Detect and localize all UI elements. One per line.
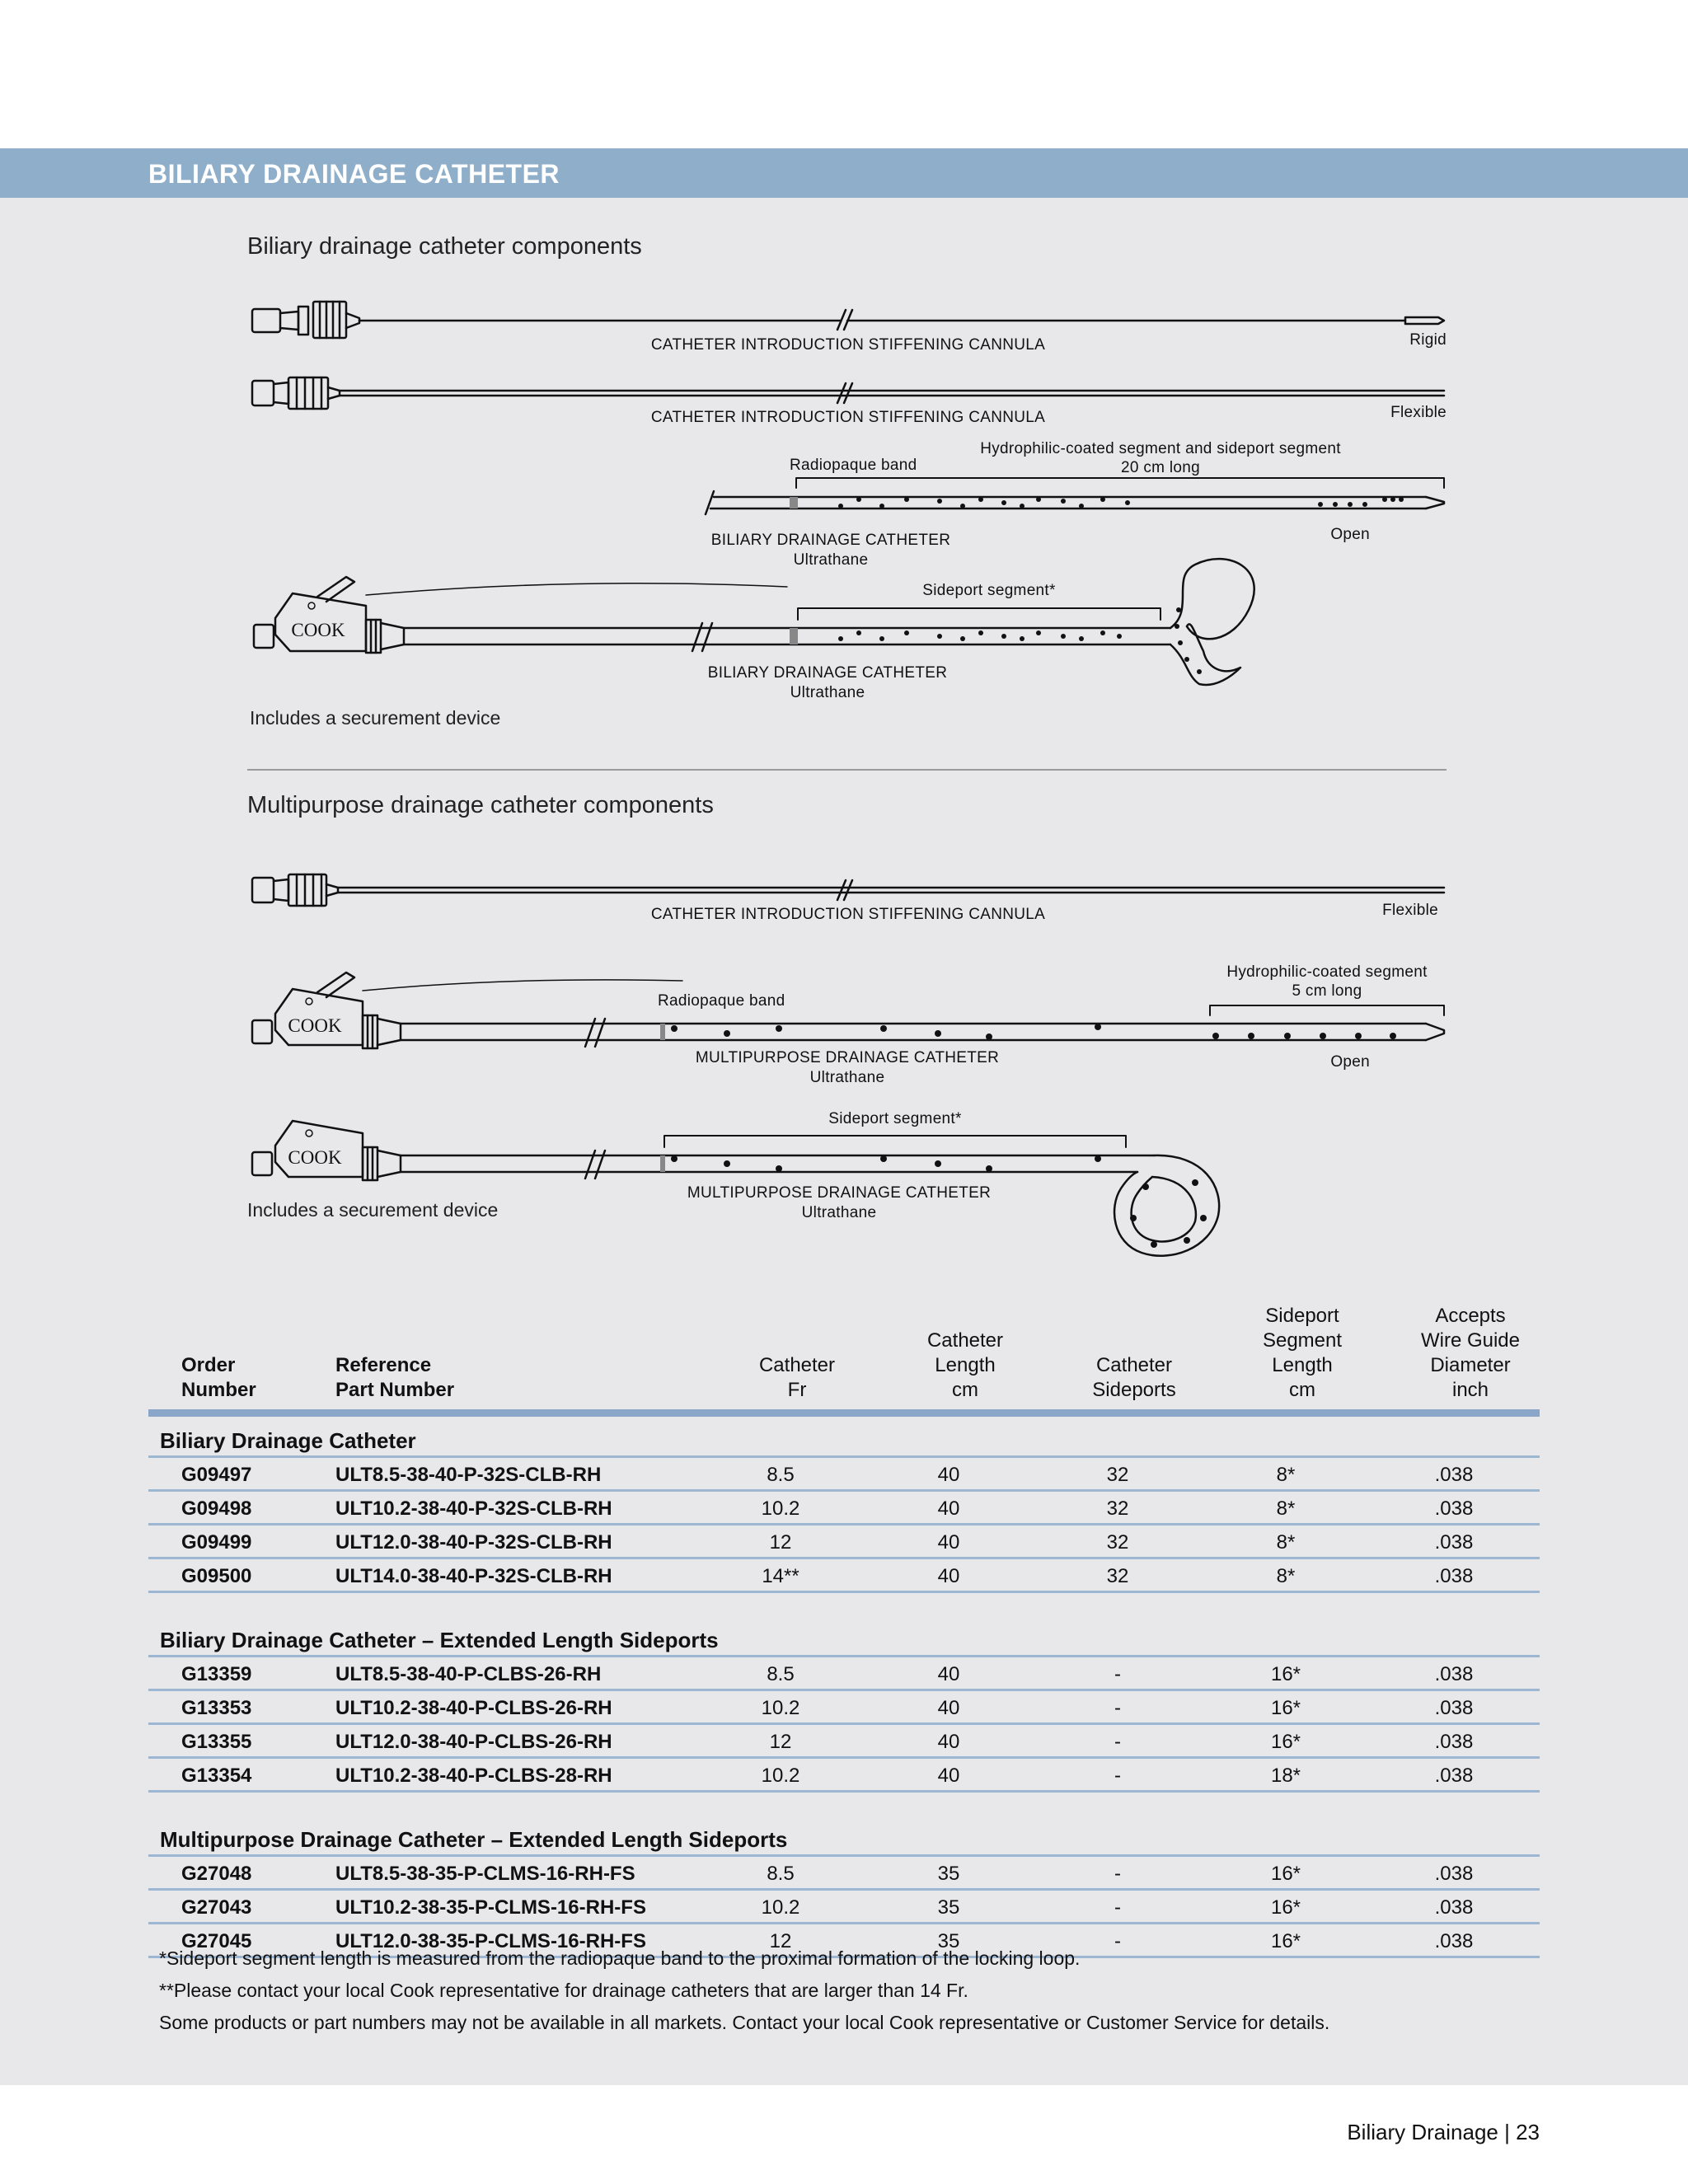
catheter-sideports-cell: - — [1114, 1697, 1121, 1719]
reference-part-number-cell: ULT8.5-38-40-P-CLBS-26-RH — [335, 1663, 602, 1685]
catheter-length-cell: 40 — [937, 1464, 960, 1486]
catheter-sideports-cell: - — [1114, 1663, 1121, 1685]
header-sideports: Catheter Sideports — [1092, 1354, 1176, 1401]
product-table — [148, 1306, 1540, 1958]
table-row — [148, 1891, 1540, 1924]
order-number-cell: G27043 — [181, 1896, 252, 1919]
catheter-fr-cell: 8.5 — [767, 1464, 795, 1486]
table-row — [148, 1691, 1540, 1725]
catheter-sideports-cell: 32 — [1106, 1565, 1129, 1587]
footnote-size: **Please contact your local Cook representative for drainage catheters that are larger than 14 Fr. — [159, 1980, 968, 2001]
reference-part-number-cell: ULT12.0-38-40-P-CLBS-26-RH — [335, 1731, 612, 1753]
catheter-length-cell: 35 — [937, 1863, 960, 1885]
flexible-tag: Flexible — [1390, 404, 1447, 421]
sideport-segment-length-cell: 16* — [1270, 1731, 1301, 1753]
mp-radiopaque-band-label: Radiopaque band — [658, 992, 785, 1010]
catheter-fr-cell: 8.5 — [767, 1663, 795, 1685]
sideport-segment-length-cell: 16* — [1270, 1863, 1301, 1885]
order-number-cell: G13353 — [181, 1697, 252, 1719]
biliary-securement-note: Includes a securement device — [250, 707, 501, 729]
table-row — [148, 1759, 1540, 1793]
mp-loop-catheter-label: MULTIPURPOSE DRAINAGE CATHETER — [687, 1184, 992, 1202]
order-number-cell: G09498 — [181, 1497, 252, 1520]
order-number-cell: G13354 — [181, 1765, 252, 1787]
order-number-cell: G13355 — [181, 1731, 252, 1753]
multipurpose-securement-note: Includes a securement device — [247, 1199, 499, 1221]
catheter-sideports-cell: - — [1114, 1765, 1121, 1787]
wire-guide-diameter-cell: .038 — [1434, 1765, 1474, 1787]
reference-part-number-cell: ULT8.5-38-35-P-CLMS-16-RH-FS — [335, 1863, 635, 1885]
catheter-length-cell: 40 — [937, 1565, 960, 1587]
catheter-fr-cell: 12 — [769, 1731, 792, 1753]
reference-part-number-cell: ULT10.2-38-40-P-CLBS-28-RH — [335, 1765, 612, 1787]
sideport-segment-length-cell: 16* — [1270, 1896, 1301, 1919]
table-row — [148, 1458, 1540, 1492]
sideport-segment-label: Sideport segment* — [922, 582, 1056, 599]
sideport-segment-length-cell: 16* — [1270, 1663, 1301, 1685]
order-number-cell: G09499 — [181, 1531, 252, 1554]
sideport-segment-length-cell: 8* — [1276, 1497, 1296, 1520]
biliary-catheter-label: BILIARY DRAINAGE CATHETER — [710, 532, 951, 549]
sideport-segment-length-cell: 8* — [1276, 1464, 1296, 1486]
catheter-fr-cell: 10.2 — [761, 1697, 800, 1719]
catheter-length-cell: 40 — [937, 1731, 960, 1753]
wire-guide-diameter-cell: .038 — [1434, 1731, 1474, 1753]
mp-loop-hub-brand: COOK — [288, 1147, 342, 1168]
multipurpose-section-title: Multipurpose drainage catheter components — [247, 792, 714, 818]
table-header — [148, 1306, 1540, 1409]
biliary-loop-catheter-label: BILIARY DRAINAGE CATHETER — [707, 664, 948, 682]
catheter-length-cell: 40 — [937, 1531, 960, 1554]
catheter-sideports-cell: - — [1114, 1731, 1121, 1753]
wire-guide-diameter-cell: .038 — [1434, 1930, 1474, 1952]
header-rule — [148, 1409, 1540, 1417]
hydrophilic-label-line1: Hydrophilic-coated segment and sideport segment — [980, 440, 1341, 457]
wire-guide-diameter-cell: .038 — [1434, 1896, 1474, 1919]
header-order: Order Number — [181, 1354, 256, 1401]
mp-flexible-tag: Flexible — [1382, 902, 1438, 919]
reference-part-number-cell: ULT12.0-38-35-P-CLMS-16-RH-FS — [335, 1930, 646, 1952]
biliary-section-title: Biliary drainage catheter components — [247, 233, 642, 260]
table-body — [148, 1417, 1540, 1958]
reference-part-number-cell: ULT10.2-38-40-P-CLBS-26-RH — [335, 1697, 612, 1719]
catheter-sideports-cell: 32 — [1106, 1497, 1129, 1520]
mp-open-tag: Open — [1330, 1053, 1370, 1071]
order-number-cell: G13359 — [181, 1663, 252, 1685]
open-tag: Open — [1330, 526, 1370, 543]
page-footer: Biliary Drainage | 23 — [1347, 2120, 1540, 2144]
group-spacer — [148, 1593, 1540, 1616]
footnote-availability: Some products or part numbers may not be available in all markets. Contact your local Cook representative or Customer Service for details. — [159, 2012, 1330, 2033]
multipurpose-cannula-drawing — [252, 874, 1444, 906]
header-wire-guide: Accepts Wire Guide Diameter inch — [1420, 1305, 1521, 1401]
flexible-cannula-label: CATHETER INTRODUCTION STIFFENING CANNULA — [650, 409, 1046, 426]
order-number-cell: G09497 — [181, 1464, 252, 1486]
reference-part-number-cell: ULT8.5-38-40-P-32S-CLB-RH — [335, 1464, 602, 1486]
catheter-fr-cell: 8.5 — [767, 1863, 795, 1885]
catheter-fr-cell: 10.2 — [761, 1765, 800, 1787]
mp-catheter-label: MULTIPURPOSE DRAINAGE CATHETER — [695, 1049, 1000, 1066]
rigid-cannula-label: CATHETER INTRODUCTION STIFFENING CANNULA — [650, 336, 1046, 354]
wire-guide-diameter-cell: .038 — [1434, 1565, 1474, 1587]
wire-guide-diameter-cell: .038 — [1434, 1697, 1474, 1719]
biliary-catheter-open-drawing — [706, 478, 1444, 514]
catheter-sideports-cell: - — [1114, 1896, 1121, 1919]
catheter-length-cell: 35 — [937, 1896, 960, 1919]
table-group-heading: Biliary Drainage Catheter — [148, 1417, 1540, 1458]
catheter-fr-cell: 14** — [762, 1565, 799, 1587]
order-number-cell: G27048 — [181, 1863, 252, 1885]
mp-sideport-segment-label: Sideport segment* — [828, 1110, 962, 1127]
reference-part-number-cell: ULT14.0-38-40-P-32S-CLB-RH — [335, 1565, 612, 1587]
hub-brand: COOK — [291, 620, 345, 640]
catheter-fr-cell: 10.2 — [761, 1896, 800, 1919]
table-row — [148, 1857, 1540, 1891]
wire-guide-diameter-cell: .038 — [1434, 1531, 1474, 1554]
mp-loop-catheter-material: Ultrathane — [801, 1204, 877, 1221]
catheter-length-cell: 40 — [937, 1497, 960, 1520]
header-reference: Reference Part Number — [335, 1354, 455, 1401]
table-row — [148, 1559, 1540, 1593]
order-number-cell: G27045 — [181, 1930, 252, 1952]
mp-hub-brand: COOK — [288, 1015, 342, 1036]
table-row — [148, 1657, 1540, 1691]
sideport-segment-length-cell: 16* — [1270, 1697, 1301, 1719]
biliary-catheter-material: Ultrathane — [793, 551, 869, 569]
banner-title: BILIARY DRAINAGE CATHETER — [148, 159, 560, 189]
catheter-length-cell: 35 — [937, 1930, 960, 1952]
mp-hydrophilic-line1: Hydrophilic-coated segment — [1226, 963, 1428, 981]
header-fr: Catheter Fr — [758, 1354, 836, 1401]
table-group-heading: Multipurpose Drainage Catheter – Extended Length Sideports — [148, 1816, 1540, 1857]
sideport-segment-length-cell: 16* — [1270, 1930, 1301, 1952]
wire-guide-diameter-cell: .038 — [1434, 1863, 1474, 1885]
wire-guide-diameter-cell: .038 — [1434, 1663, 1474, 1685]
catheter-fr-cell: 10.2 — [761, 1497, 800, 1520]
table-row — [148, 1526, 1540, 1559]
catheter-sideports-cell: - — [1114, 1863, 1121, 1885]
hydrophilic-label-line2: 20 cm long — [1121, 459, 1200, 476]
radiopaque-band-label: Radiopaque band — [790, 457, 917, 474]
catheter-length-cell: 40 — [937, 1663, 960, 1685]
wire-guide-diameter-cell: .038 — [1434, 1464, 1474, 1486]
reference-part-number-cell: ULT10.2-38-40-P-32S-CLB-RH — [335, 1497, 612, 1520]
reference-part-number-cell: ULT10.2-38-35-P-CLMS-16-RH-FS — [335, 1896, 646, 1919]
catheter-sideports-cell: - — [1114, 1930, 1121, 1952]
footnote-sideport: *Sideport segment length is measured from the radiopaque band to the proximal formation of the locking loop. — [159, 1947, 1081, 1969]
catheter-sideports-cell: 32 — [1106, 1464, 1129, 1486]
multipurpose-catheter-open-drawing — [252, 972, 1444, 1048]
reference-part-number-cell: ULT12.0-38-40-P-32S-CLB-RH — [335, 1531, 612, 1554]
table-row — [148, 1725, 1540, 1759]
table-group-heading: Biliary Drainage Catheter – Extended Length Sideports — [148, 1616, 1540, 1657]
sideport-segment-length-cell: 18* — [1270, 1765, 1301, 1787]
mp-cannula-label: CATHETER INTRODUCTION STIFFENING CANNULA — [650, 906, 1046, 923]
sideport-segment-length-cell: 8* — [1276, 1531, 1296, 1554]
mp-catheter-material: Ultrathane — [809, 1069, 885, 1086]
catheter-sideports-cell: 32 — [1106, 1531, 1129, 1554]
mp-hydrophilic-line2: 5 cm long — [1292, 982, 1362, 1000]
rigid-tag: Rigid — [1409, 331, 1447, 349]
biliary-loop-catheter-material: Ultrathane — [790, 684, 865, 701]
catheter-fr-cell: 12 — [769, 1531, 792, 1554]
table-row — [148, 1492, 1540, 1526]
catheter-length-cell: 40 — [937, 1697, 960, 1719]
rigid-cannula-drawing — [252, 302, 1444, 338]
order-number-cell: G09500 — [181, 1565, 252, 1587]
wire-guide-diameter-cell: .038 — [1434, 1497, 1474, 1520]
header-length: Catheter Length cm — [926, 1329, 1004, 1401]
sideport-segment-length-cell: 8* — [1276, 1565, 1296, 1587]
catheter-length-cell: 40 — [937, 1765, 960, 1787]
header-segment-length: Sideport Segment Length cm — [1262, 1305, 1343, 1401]
catheter-fr-cell: 12 — [769, 1930, 792, 1952]
group-spacer — [148, 1793, 1540, 1816]
flexible-cannula-drawing — [252, 377, 1444, 409]
